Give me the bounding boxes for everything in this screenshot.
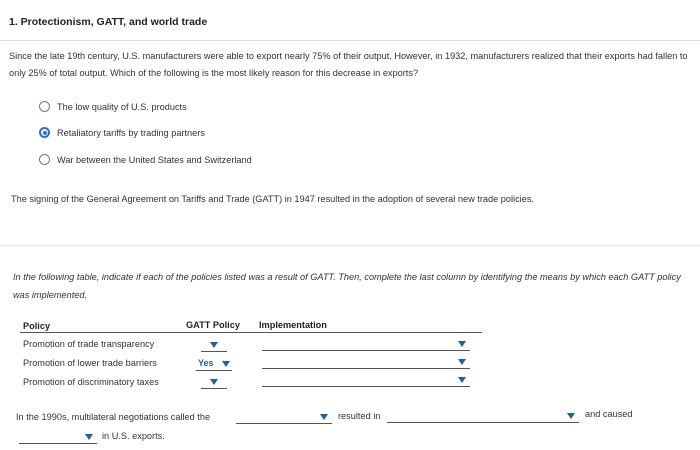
chevron-down-icon <box>320 414 328 420</box>
exports-change-dropdown[interactable] <box>19 429 97 444</box>
table-header-line <box>20 332 482 333</box>
option-war[interactable] <box>39 154 252 165</box>
radio-button[interactable] <box>39 154 50 165</box>
chevron-down-icon <box>567 413 575 419</box>
header-policy: Policy <box>23 321 51 331</box>
chevron-down-icon <box>458 377 466 383</box>
radio-button[interactable] <box>39 101 50 112</box>
implementation-dropdown-row1[interactable] <box>262 338 470 352</box>
gatt-dropdown-row2[interactable] <box>196 357 234 371</box>
implementation-dropdown-row2[interactable] <box>262 356 470 370</box>
policy-transparency: Promotion of trade transparency <box>23 339 155 349</box>
result-dropdown[interactable] <box>387 408 579 423</box>
chevron-down-icon <box>210 379 218 385</box>
gatt-selected-value: Yes <box>198 358 214 368</box>
gatt-dropdown-row3[interactable] <box>201 375 227 389</box>
header-divider <box>0 40 700 41</box>
chevron-down-icon <box>222 361 230 367</box>
gatt-dropdown-row1[interactable] <box>201 338 227 352</box>
option-label: War between the United States and Switzerland <box>57 154 252 165</box>
policy-lower-barriers: Promotion of lower trade barriers <box>23 358 157 368</box>
sentence-part-3: and caused <box>585 409 633 419</box>
option-low-quality[interactable] <box>39 101 187 112</box>
implementation-dropdown-row3[interactable] <box>262 374 470 388</box>
option-label: Retaliatory tariffs by trading partners <box>57 127 205 138</box>
question-text: Since the late 19th century, U.S. manufacturers were able to export nearly 75% of their output. However, in 1932, manufacturers realized that their exports had fallen to only 25% of total output. Which of the following is the most likely reason for this decrease in exports? <box>9 51 688 78</box>
policy-discriminatory-taxes: Promotion of discriminatory taxes <box>23 377 159 387</box>
radio-button-selected[interactable] <box>39 127 50 138</box>
chevron-down-icon <box>458 341 466 347</box>
sentence-part-1: In the 1990s, multilateral negotiations called the <box>16 412 211 422</box>
table-instructions: In the following table, indicate if each of the policies listed was a result of GATT. Then, complete the last column by identifying the means by which each GATT policy was implemented. <box>13 272 681 300</box>
page-title: 1. Protectionism, GATT, and world trade <box>9 16 208 28</box>
chevron-down-icon <box>210 342 218 348</box>
gatt-statement: The signing of the General Agreement on Tariffs and Trade (GATT) in 1947 resulted in the adoption of several new trade policies. <box>11 194 534 204</box>
header-implementation: Implementation <box>259 320 327 330</box>
sentence-part-4: in U.S. exports. <box>102 431 165 441</box>
option-label: The low quality of U.S. products <box>57 101 187 112</box>
chevron-down-icon <box>458 359 466 365</box>
negotiations-dropdown[interactable] <box>236 409 332 424</box>
section-divider <box>0 245 700 246</box>
chevron-down-icon <box>85 434 93 440</box>
header-gatt-policy: GATT Policy <box>186 320 240 330</box>
sentence-part-2: resulted in <box>338 411 381 421</box>
option-retaliatory-tariffs[interactable] <box>39 127 205 138</box>
